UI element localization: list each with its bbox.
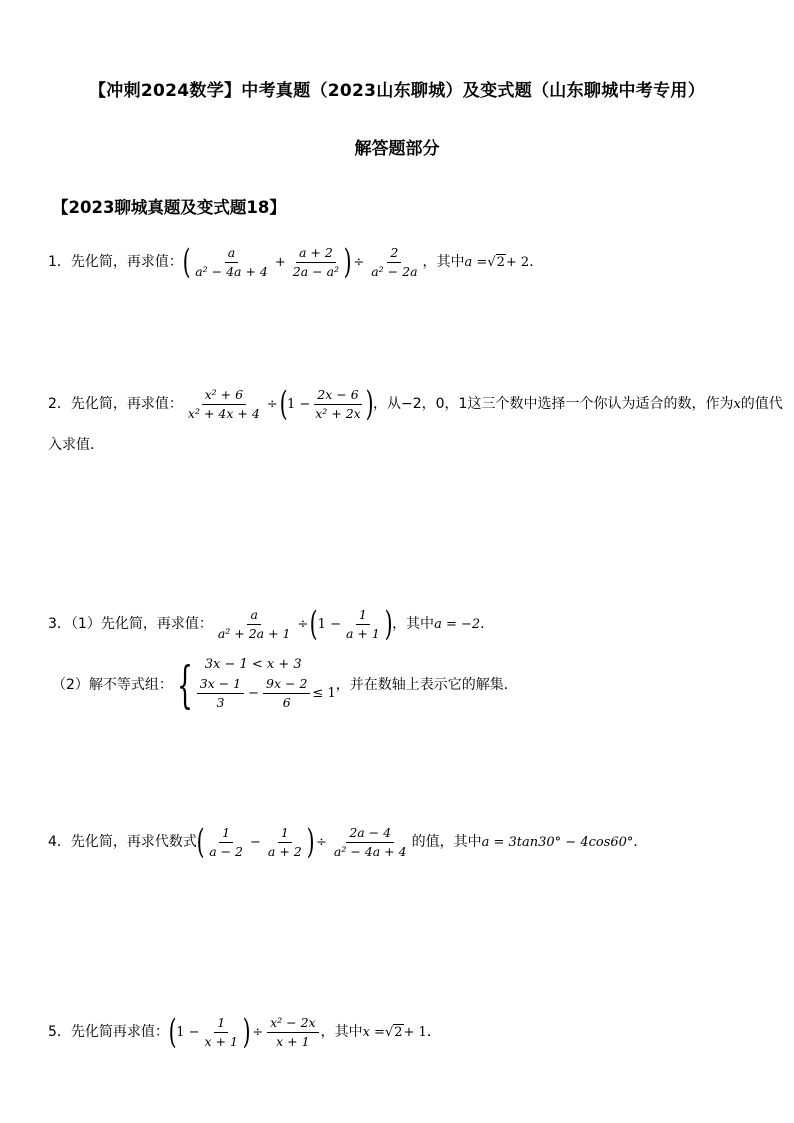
section-heading: 【2023聊城真题及变式题18】 [52, 198, 286, 217]
q2-fraction-2: $\frac{2x - 6}{\text{x² + 2x}}$ [315, 387, 361, 421]
q1-label: 1．先化简，再求值： [48, 254, 183, 271]
page-subtitle: 解答题部分 [354, 139, 440, 159]
q3-label-2: （2）解不等式组： [52, 676, 173, 693]
question-5: 5．先化简再求值： ( 1 − $\frac{1}{x + 1}$ ) ÷ $\frac{\text{x² − 2x}}{x + 1}$ ，其中 x = √2 + 1 ． [48, 1012, 441, 1053]
q1-left-paren: ( [182, 242, 191, 283]
system-brace: { [176, 655, 193, 714]
q1-fraction-3: $\frac{2}{\text{a² − 2a}}$ [371, 245, 418, 279]
question-1: 1．先化简，再求值： ( $\frac{a}{\text{a² − 4a + 4}}$ + $\frac{a + 2}{\text{2a − a²}}$ ) ÷ $\frac{2}{\text{a² − 2a}}$ ，其中 a = √2 + 2 ． [48, 242, 544, 283]
q1-fraction-1: $\frac{a}{\text{a² − 4a + 4}}$ [195, 245, 268, 279]
q1-sqrt: √2 [487, 254, 505, 270]
page-title: 【冲刺2024数学】中考真题（2023山东聊城）及变式题（山东聊城中考专用） [88, 81, 706, 101]
question-4: 4．先化简，再求代数式 ( $\frac{1}{a - 2}$ − $\frac{1}{a + 2}$ ) ÷ $\frac{2a - 4}{\text{a² − 4a + 4}}$ 的值，其中 a = 3tan30° − 4cos60° ． [48, 822, 648, 863]
inequality-system: 3x − 1 < x + 3 $\frac{3x - 1}{3}$ − $\frac{9x - 2}{6}$ ≤ 1 [195, 658, 336, 711]
q2-label: 2．先化简，再求值： [48, 396, 183, 413]
question-3-part-2: （2）解不等式组： { 3x − 1 < x + 3 $\frac{3x - 1}{3}$ − $\frac{9x - 2}{6}$ ≤ 1 ，并在数轴上表示它的解集． [52, 655, 518, 714]
q4-label: 4．先化简，再求代数式 [48, 834, 197, 851]
q3-label: 3．（1）先化简，再求值： [48, 616, 213, 633]
q2-line-2: 入求值． [48, 437, 104, 453]
question-2: 2．先化简，再求值： $\frac{\text{x² + 6}}{\text{x² + 4x + 4}}$ ÷ ( 1 − $\frac{2x - 6}{\text{x² + 2x}}$ ) ，从−2，0，1这三个数中选择一个你认为适合的数，作为 x 的值代 [48, 384, 783, 425]
q1-right-paren: ) [343, 242, 352, 283]
q2-fraction-1: $\frac{\text{x² + 6}}{\text{x² + 4x + 4}}$ [187, 387, 260, 421]
q3-fraction-1: $\frac{a}{\text{a² + 2a + 1}}$ [217, 607, 291, 641]
question-3-part-1: 3．（1）先化简，再求值： $\frac{a}{\text{a² + 2a + 1}}$ ÷ ( 1 − $\frac{1}{a + 1}$ ) ，其中 a = −2 ． [48, 604, 495, 645]
q5-sqrt: √2 [384, 1024, 403, 1040]
q3-fraction-2: $\frac{1}{a + 1}$ [345, 607, 380, 641]
q5-label: 5．先化简再求值： [48, 1024, 169, 1041]
q1-fraction-2: $\frac{a + 2}{\text{2a − a²}}$ [292, 245, 340, 279]
